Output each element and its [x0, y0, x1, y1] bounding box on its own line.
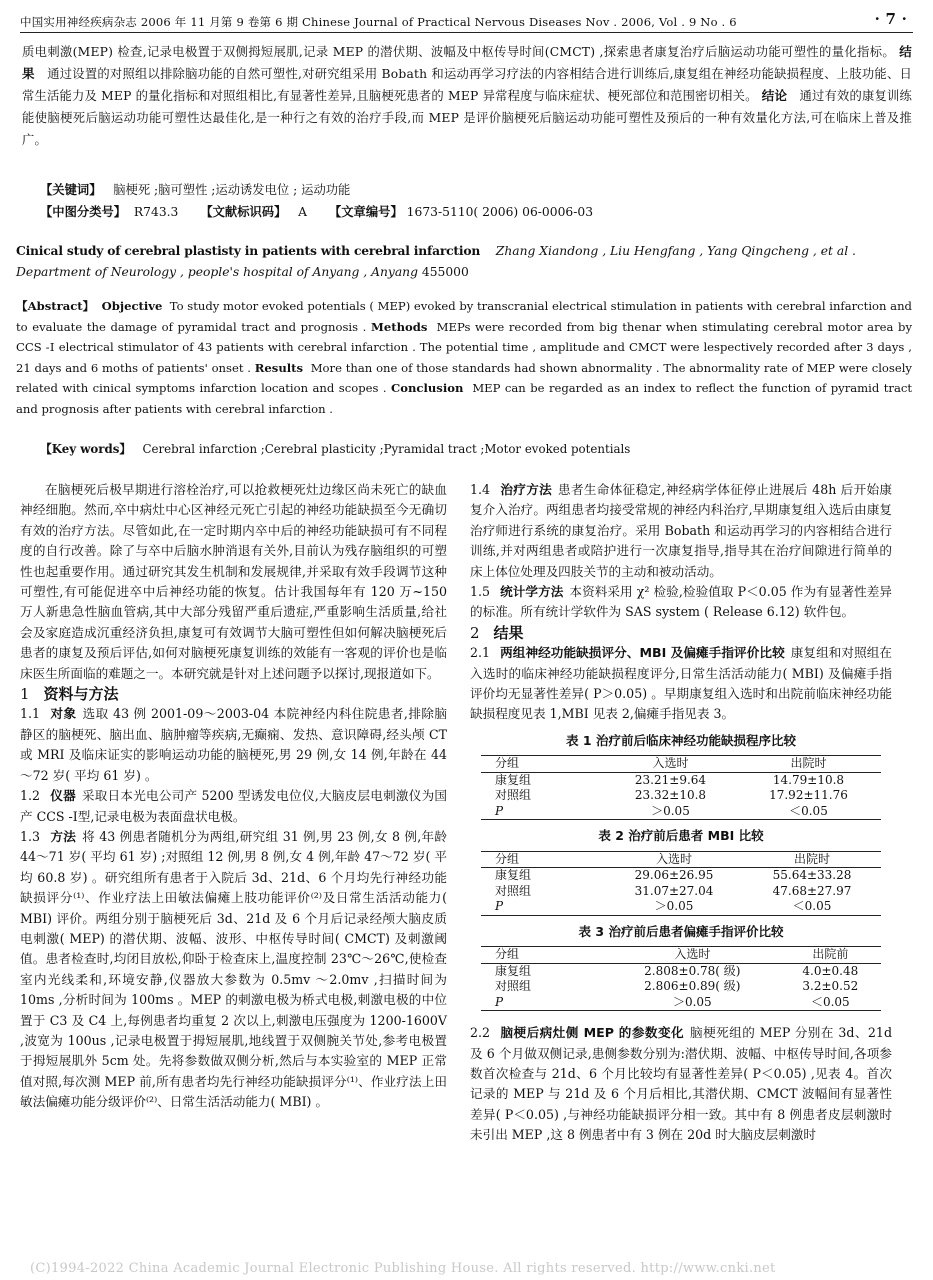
table-row — [481, 804, 881, 820]
abstract-cn-text1: 质电刺激(MEP) 检查,记录电极置于双侧拇短展肌,记录 MEP 的潜伏期、波幅及中枢传导时间(CMCT) ,探索患者康复治疗后脑运动功能可塑性的量化指标。 — [22, 45, 896, 59]
page-number: · 7 · — [874, 10, 907, 28]
table-cell: 29.06±26.95 — [634, 868, 714, 883]
s12-title: 仪器 — [50, 788, 76, 804]
table-2-head-group: 分组 — [481, 851, 605, 868]
s12-number: 1.2 — [20, 788, 41, 804]
table-row — [481, 772, 881, 788]
right-column — [470, 480, 892, 1146]
table-cell: 康复组 — [495, 963, 532, 978]
keywords-en-label: 【Key words】 — [40, 442, 132, 456]
table-2-caption: 表 2 治疗前后患者 MBI 比较 — [598, 828, 764, 844]
table-3-grid — [481, 946, 881, 1011]
objective-label: Objective — [101, 299, 163, 313]
table-cell: 康复组 — [495, 868, 532, 883]
section-2-number: 2 — [470, 623, 480, 642]
english-abstract — [16, 296, 912, 419]
clc-label: 【中图分类号】 — [40, 205, 127, 219]
table-cell: ＞0.05 — [605, 804, 736, 820]
abstract-cn-text2: 通过设置的对照组以排除脑功能的自然可塑性,对研究组采用 Bobath 和运动再学习疗法的内容相结合进行训练后,康复组在神经功能缺损程度、上肢功能、日常生活能力及 MEP 的量化指标和对照组相比,有显著性差异,且脑梗死患者的 MEP 异常程度与临床症状、梗死部位和范围密切相关。 — [22, 67, 913, 103]
keywords-text: 脑梗死 ;脑可塑性 ;运动诱发电位 ; 运动功能 — [113, 183, 351, 197]
s21-number: 2.1 — [470, 645, 491, 661]
table-cell: P — [481, 899, 605, 915]
results-en-label: Results — [254, 360, 304, 375]
s21-title: 两组神经功能缺损评分、MBI 及偏瘫手指评价比较 — [500, 645, 785, 661]
english-title: Cinical study of cerebral plastisty in patients with cerebral infarction — [16, 243, 481, 258]
subsection-1-3 — [20, 827, 447, 1113]
section-2-heading — [470, 623, 892, 643]
s13-title: 方法 — [50, 828, 77, 844]
table-cell: ＜0.05 — [736, 804, 881, 820]
s11-number: 1.1 — [20, 706, 41, 722]
table-row — [481, 884, 881, 900]
table-row — [481, 995, 881, 1011]
article-value: 1673-5110( 2006) 06-0006-03 — [406, 205, 594, 219]
table-row — [481, 979, 881, 995]
subsection-1-2 — [20, 786, 447, 827]
keywords-en-text: Cerebral infarction ;Cerebral plasticity ;Pyramidal tract ;Motor evoked potentials — [142, 442, 631, 456]
table-1-head-discharge: 出院时 — [736, 756, 881, 773]
table-3-head-admission: 入选时 — [605, 947, 780, 964]
keywords-en — [40, 440, 630, 457]
table-cell: ＜0.05 — [743, 899, 881, 915]
s14-text: 患者生命体征稳定,神经病学体征停止进展后 48h 后开始康复介入治疗。两组患者均接受常规的神经内科治疗,早期康复组入选后由康复治疗师进行系统的康复治疗。采用 Bobath 和运动再学习的内容相结合进行训练,并对两组患者或陪护进行一次康复指导,指导其在治疗间隙进行简单的床上体位处理及四肢关节的主动和被动活动。 — [470, 482, 892, 579]
s11-text: 选取 43 例 2001-09～2003-04 本院神经内科住院患者,排除脑静区的脑梗死、脑出血、脑肿瘤等疾病,无癫痫、发热、意识障碍,经头颅 CT 或 MRI 及临床证实的影响运动功能的脑梗死,男 29 例,女 14 例,年龄在 44～72 岁( 平均 61 岁) 。 — [20, 706, 448, 783]
abstract-label: 【Abstract】 — [16, 299, 95, 313]
table-cell: 23.32±10.8 — [634, 788, 707, 803]
table-cell: 对照组 — [495, 883, 532, 898]
methods-text: MEPs were recorded from big thenar when stimulating cerebral motor area by CCS -Ⅰ electrical stimulator of 43 patients with cerebral infarction . The potential time , amplitude and CMCT were lespectively recorded after 3 days , 21 days and 6 moths of patients' onset . — [16, 319, 913, 375]
s22-number: 2.2 — [470, 1025, 491, 1041]
s13-text: 将 43 例患者随机分为两组,研究组 31 例,男 23 例,女 8 例,年龄 44～71 岁( 平均 61 岁) ;对照组 12 例,男 8 例,女 4 例,年龄 47～72 岁( 平均 60.8 岁) 。研究组所有患者于入院后 3d、21d、6 个月均先行神经功能缺损评分⁽¹⁾、作业疗法上田敏法偏瘫上肢功能评价⁽²⁾及日常生活活动能力( MBI) 评价。两组分别于脑梗死后 3d、21d 及 6 个月后记录经颅大脑皮质电刺激( MEP) 的潜伏期、波幅、波形、中枢传导时间( CMCT) 及刺激阈值。患者检查时,均闭目放松,仰卧于检查床上,温度控制 23℃～26℃,使检查室内光线柔和,环境安静,仪器放大参数为 0.5mv ～2.0mv ,扫描时间为 10ms ,分析时间为 100ms 。MEP 的刺激电极为桥式电极,刺激电极的中位置于 C3 及 C4 上,每例患者均重复 2 次以上,刺激电压强度为 1200-1600V ,波宽为 100us ,记录电极置于拇短展肌,地线置于双侧腕关节处,参考电极置于拇短展肌外 5cm 处。先将参数做双侧分析,然后与本实验室的 MEP 正常值对照,每次测 MEP 前,所有患者均先行神经功能缺损评分⁽¹⁾、作业疗法上田敏法偏瘫功能分级评价⁽²⁾、日常生活活动能力( MBI) 。 — [20, 828, 447, 1110]
abstract-cn-text3: 通过有效的康复训练能使脑梗死后脑运动功能可塑性达最佳化,是一种行之有效的治疗手段,而 MEP 是评价脑梗死后脑运动功能可塑性及预后的一种有效量化方法,可在临床上普及推广。 — [22, 89, 913, 147]
subsection-1-5 — [470, 582, 892, 623]
s22-text: 脑梗死组的 MEP 分别在 3d、21d 及 6 个月做双侧记录,患侧参数分别为:潜伏期、波幅、中枢传导时间,各项参数首次检查与 21d、6 个月比较均有显著性差异( P＜0.05) ,见表 4。首次记录的 MEP 与 21d 及 6 个月后相比,其潜伏期、CMCT 波幅间有显著性差异( P＜0.05) ,与神经功能缺损评分相一致。其中有 8 例患者皮层刺激时未引出 MEP ,这 8 例患者中有 3 例在 20d 时大脑皮层刺激时 — [470, 1025, 893, 1143]
left-column — [20, 480, 447, 1113]
section-2-title: 结果 — [493, 623, 524, 642]
table-cell: 17.92±11.76 — [769, 788, 848, 803]
s22-title: 脑梗后病灶侧 MEP 的参数变化 — [500, 1025, 685, 1041]
table-2-head-admission: 入选时 — [605, 851, 743, 868]
table-2-grid — [481, 851, 881, 916]
conclusion-label: 结论 — [761, 88, 788, 103]
clc-value: R743.3 — [133, 205, 179, 219]
table-row — [481, 963, 881, 979]
s15-text: 本资料采用 χ² 检验,检验值取 P＜0.05 作为有显著性差异的标准。所有统计学软件为 SAS system ( Release 6.12) 软件包。 — [470, 584, 893, 620]
subsection-1-1 — [20, 704, 447, 786]
table-cell: 对照组 — [495, 788, 532, 803]
section-1-heading — [20, 684, 447, 704]
table-cell: P — [481, 995, 605, 1011]
table-2-head-discharge: 出院时 — [743, 851, 881, 868]
table-cell: 47.68±27.97 — [772, 883, 852, 898]
table-cell: 2.806±0.89( 级) — [644, 979, 741, 994]
table-3-head-discharge: 出院前 — [780, 947, 881, 964]
intro-paragraph: 在脑梗死后极早期进行溶栓治疗,可以抢救梗死灶边缘区尚未死亡的缺血神经细胞。然而,卒中病灶中心区神经元死亡引起的神经功能缺损至今无确切有效的治疗方法。尽管如此,在一定时期内卒中后的神经功能缺损可有不同程度的自行改善。除了与卒中后脑水肿消退有关外,目前认为残存脑组织的可塑性也起重要作用。通过研究其发生机制和发展规律,并采取有效手段调节这种可塑性,有可能促进卒中后神经功能的恢复。估计我国每年有 120 万~150 万人新患急性脑血管病,其中大部分残留严重后遗症,严重影响生活质量,给社会及家庭造成沉重经济负担,康复可有效调节大脑可塑性但如何解决脑梗死后患者的康复及预后评估,如何对脑梗死康复训练的效能有一客观的评价也是临床医生所面临的难题之一。本研究就是针对上述问题予以探讨,现报道如下。 — [20, 482, 447, 681]
table-cell: 23.21±9.64 — [634, 772, 707, 787]
table-cell: 2.808±0.78( 级) — [644, 963, 741, 978]
conclusion-en-label: Conclusion — [391, 381, 464, 395]
english-title-block — [16, 240, 912, 283]
results-label: 结果 — [22, 44, 912, 81]
table-1-head-group: 分组 — [481, 756, 605, 773]
table-cell: 3.2±0.52 — [802, 979, 859, 994]
s11-title: 对象 — [50, 706, 77, 722]
chinese-abstract — [22, 41, 912, 151]
table-3 — [470, 922, 892, 1011]
table-cell: ＞0.05 — [605, 995, 780, 1011]
s21-text: 康复组和对照组在入选时的临床神经功能缺损程度评分,日常生活活动能力( MBI) 及偏瘫手指评价均无显著性差异( P＞0.05) 。早期康复组入选时和出院前临床神经功能缺损程度见表 1,MBI 见表 2,偏瘫手指见表 3。 — [470, 645, 893, 722]
table-1 — [470, 731, 892, 820]
table-row — [481, 899, 881, 915]
table-cell: 4.0±0.48 — [802, 963, 859, 978]
objective-text: To study motor evoked potentials ( MEP) evoked by transcranial electrical stimulation in patients with cerebral infarction and to evaluate the damage of pyramidal tract and prognosis . — [16, 299, 912, 334]
table-cell: 康复组 — [495, 772, 532, 787]
table-cell: 对照组 — [495, 979, 532, 994]
table-3-head-group: 分组 — [481, 947, 605, 964]
s15-number: 1.5 — [470, 584, 491, 600]
table-cell: 14.79±10.8 — [772, 772, 845, 787]
section-1-title: 资料与方法 — [43, 685, 119, 704]
s14-title: 治疗方法 — [500, 482, 553, 497]
s14-number: 1.4 — [470, 482, 491, 497]
table-cell: ＜0.05 — [780, 995, 881, 1011]
table-1-grid — [481, 755, 881, 820]
table-2 — [470, 826, 892, 915]
running-header — [20, 10, 913, 33]
subsection-2-1 — [470, 643, 892, 725]
results-en-text: More than one of those standards had shown abnormality . The abnormality rate of MEP were closely related with cinical symptoms infarction location and scopes . — [16, 360, 912, 395]
table-cell: 55.64±33.28 — [772, 868, 852, 883]
table-row — [481, 868, 881, 884]
conclusion-en-text: MEP can be regarded as an index to reflect the function of pyramid tract and prognosis after patients with cerebral infarction . — [16, 381, 913, 416]
table-1-head-admission: 入选时 — [605, 756, 736, 773]
keywords-cn — [40, 180, 350, 198]
classification-line — [40, 202, 593, 220]
keywords-label: 【关键词】 — [40, 183, 102, 197]
article-label: 【文章编号】 — [328, 205, 403, 219]
table-cell: ＞0.05 — [605, 899, 743, 915]
doc-label: 【文献标识码】 — [200, 205, 287, 219]
subsection-1-4 — [470, 480, 892, 582]
table-row — [481, 788, 881, 804]
s15-title: 统计学方法 — [500, 584, 564, 600]
section-1-number: 1 — [20, 685, 30, 704]
methods-label: Methods — [371, 319, 428, 334]
table-1-caption: 表 1 治疗前后临床神经功能缺损程序比较 — [566, 732, 796, 748]
subsection-2-2 — [470, 1023, 892, 1145]
english-authors: Zhang Xiandong , Liu Hengfang , Yang Qingcheng , et al . Department of Neurology , people's hospital of Anyang , Anyang — [16, 244, 856, 279]
journal-line: 中国实用神经疾病杂志 2006 年 11 月第 9 卷第 6 期 Chinese Journal of Practical Nervous Diseases Nov . 2006, Vol . 9 No . 6 — [20, 15, 737, 29]
doc-value: A — [298, 205, 308, 219]
table-cell: 31.07±27.04 — [634, 883, 714, 898]
table-cell: P — [481, 804, 605, 820]
postcode: 455000 — [421, 265, 469, 279]
s13-number: 1.3 — [20, 828, 41, 844]
s12-text: 采取日本光电公司产 5200 型诱发电位仪,大脑皮层电刺激仪为国产 CCS -Ⅰ型,记录电极为表面盘状电极。 — [20, 788, 447, 824]
table-3-caption: 表 3 治疗前后患者偏瘫手指评价比较 — [578, 923, 784, 939]
copyright-watermark: (C)1994-2022 China Academic Journal Electronic Publishing House. All rights reserved. http://www.cnki.net — [30, 1261, 776, 1276]
